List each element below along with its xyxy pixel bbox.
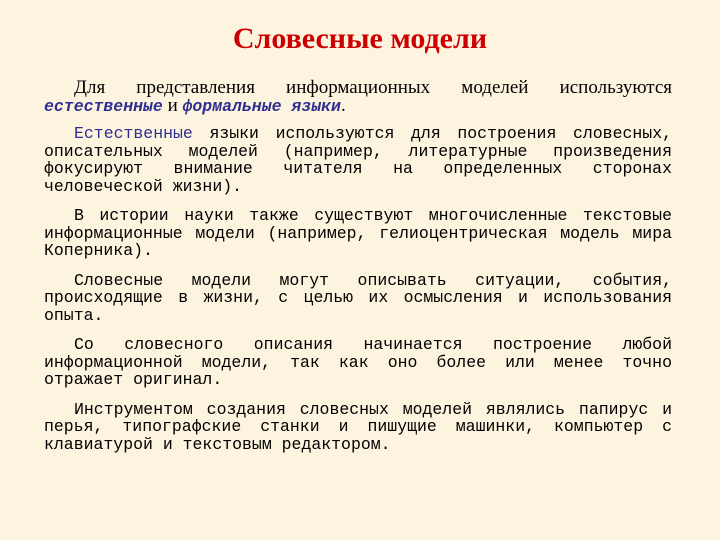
paragraph-situations: Словесные модели могут описывать ситуации, события, происходящие в жизни, с целью их осмысления и использования опыта. — [44, 270, 672, 325]
term-natural: естественные — [44, 96, 163, 116]
paragraph-intro — [44, 79, 672, 115]
paragraph-history: В истории науки также существуют многочисленные текстовые информационные модели (например, гелиоцентрическая модель мира Коперника). — [44, 206, 672, 260]
term-formal: формальные языки — [182, 96, 341, 116]
intro-text-mid: и — [162, 94, 183, 116]
natural-highlight: Естественные — [74, 124, 193, 143]
intro-text-end: . — [340, 94, 346, 116]
paragraph-natural-languages — [44, 125, 672, 195]
slide-title: Словесные модели — [232, 22, 488, 55]
paragraph-description: Со словесного описания начинается построение любой информационной модели, так как оно более или менее точно отражает оригинал. — [44, 335, 672, 389]
natural-rest: языки используются для построения словесных, описательных моделей (например, литературные произведения фокусируют внимание читателя на определенных сторонах человеческой жизни). — [44, 124, 672, 196]
slide-body — [44, 79, 672, 465]
intro-text-start: Для представления информационных моделей используются — [74, 77, 672, 98]
paragraph-tools: Инструментом создания словесных моделей являлись папирус и перья, типографские станки и пишущие машинки, компьютер с клавиатурой и текстовым редактором. — [44, 399, 672, 454]
